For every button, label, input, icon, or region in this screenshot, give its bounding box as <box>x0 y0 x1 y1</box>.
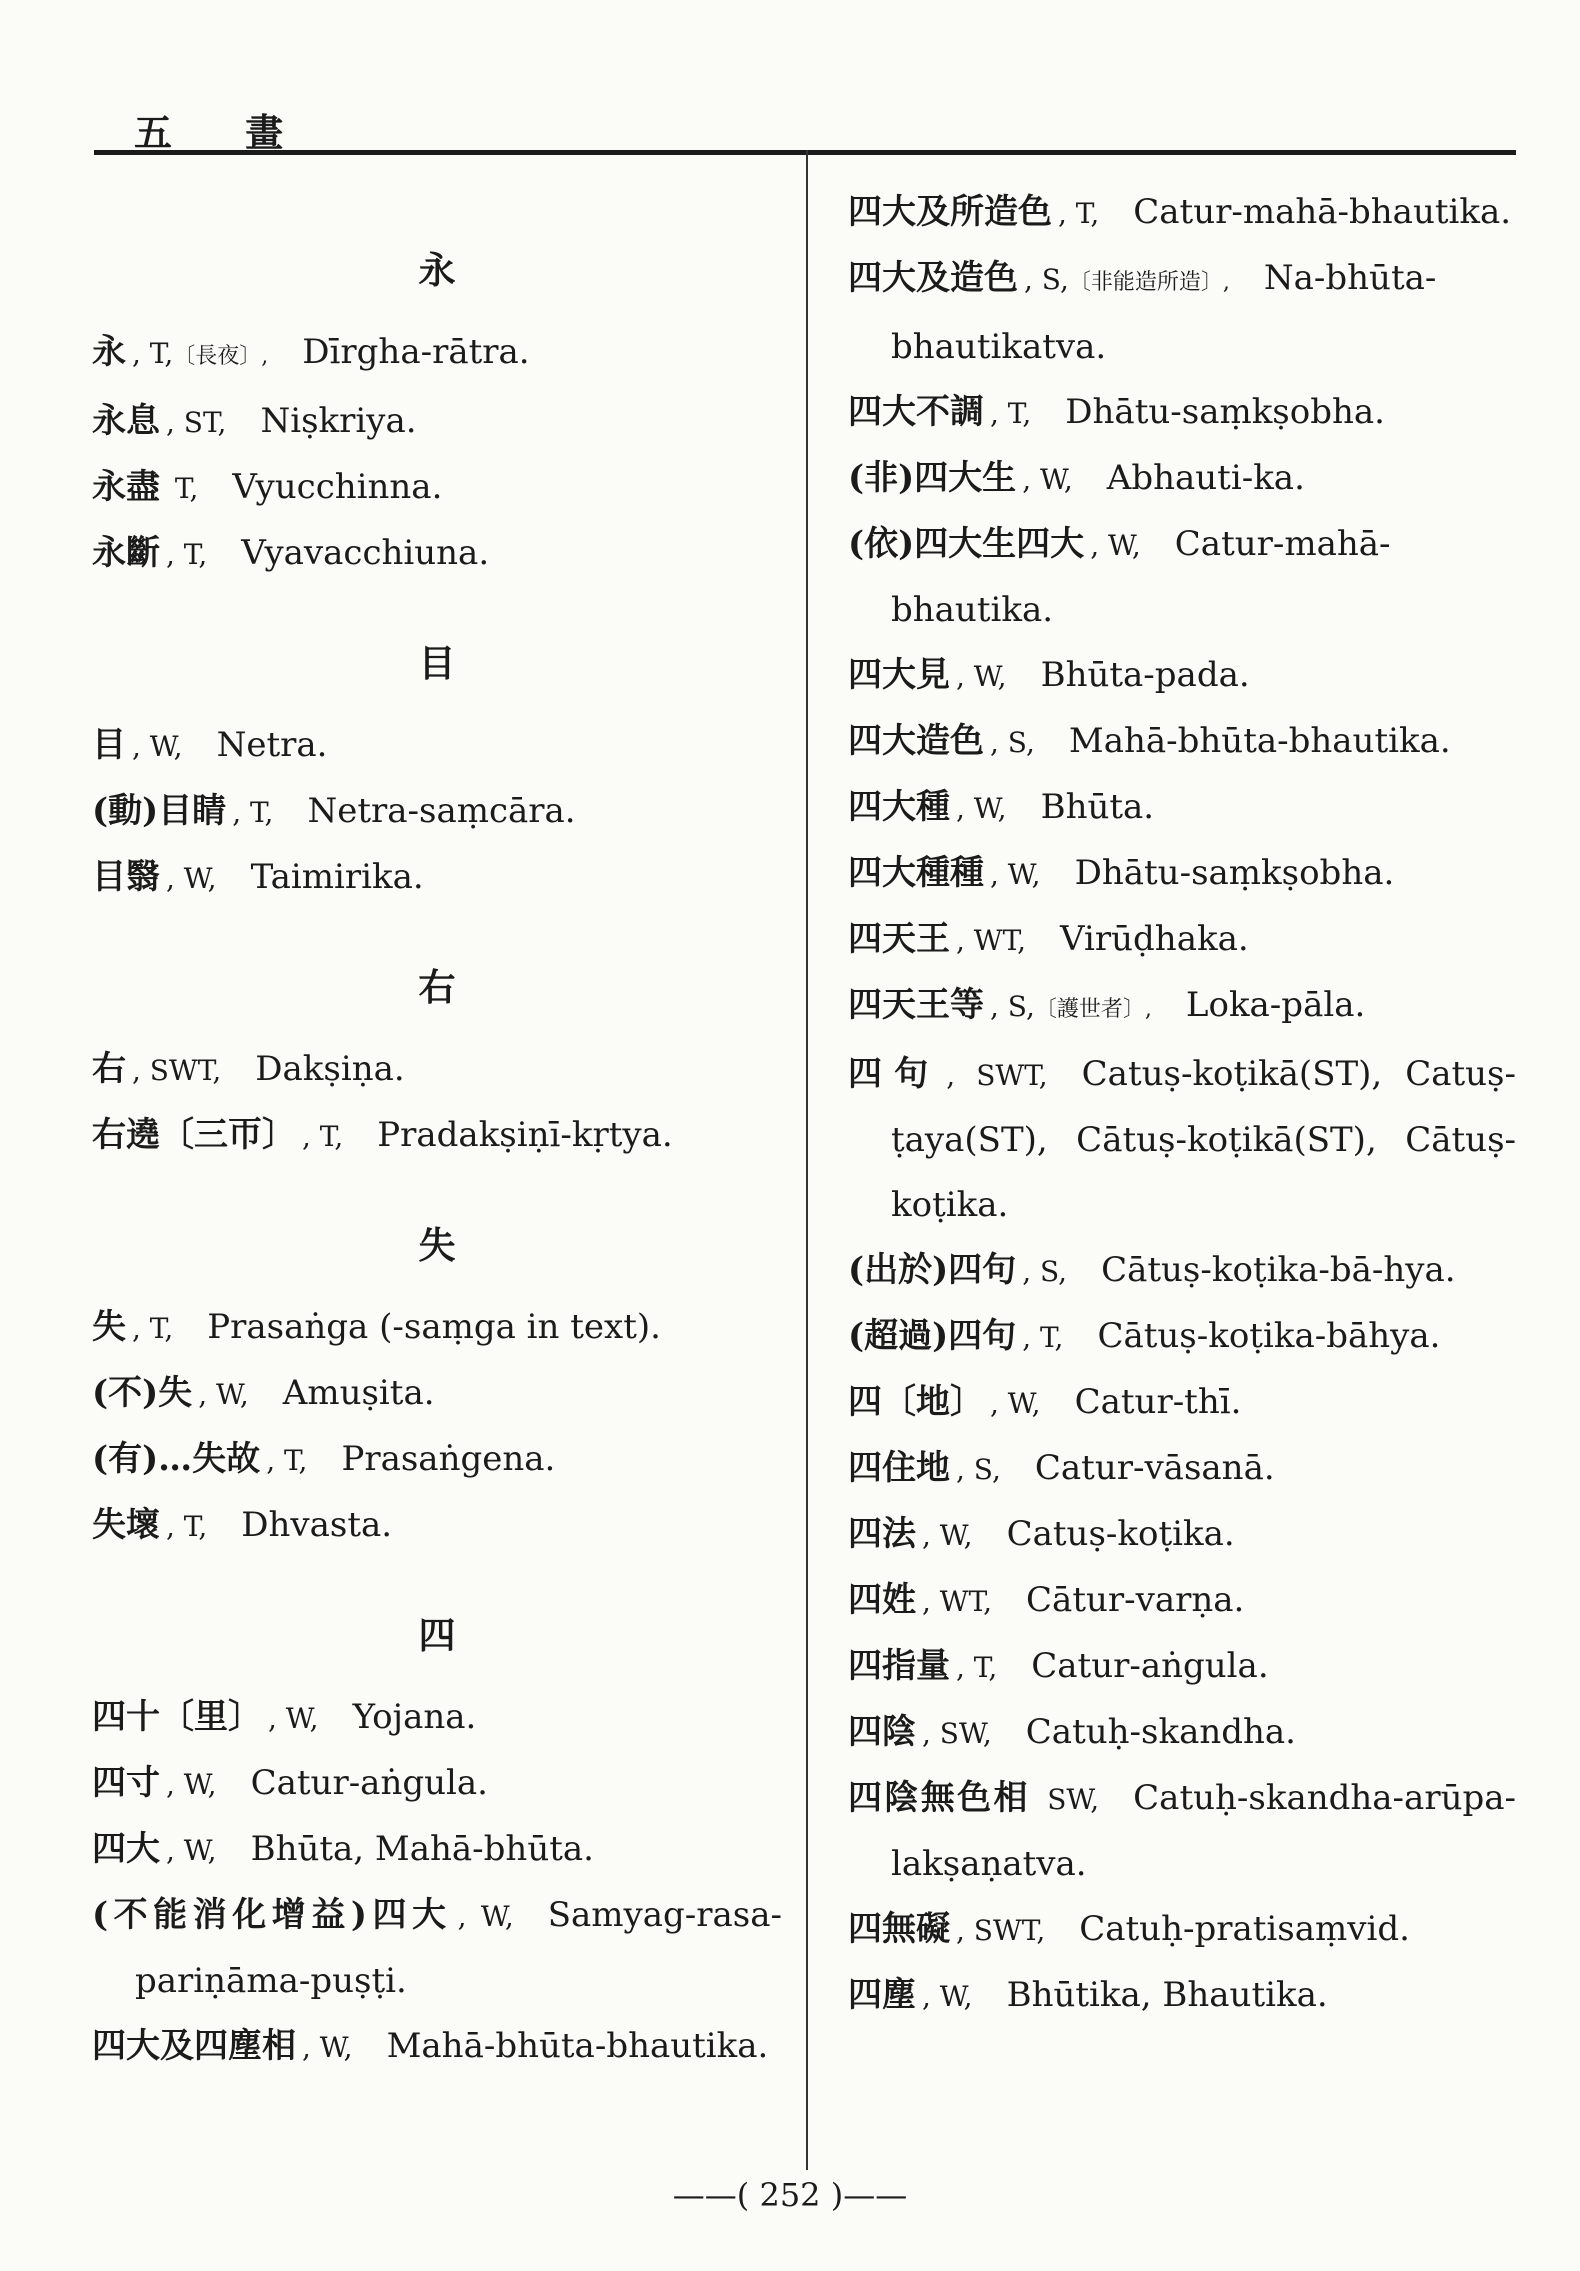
dictionary-entry <box>848 643 1516 709</box>
entry-source: , T, <box>956 1651 998 1684</box>
entry-sanskrit: Vyavacchiuna. <box>241 533 490 573</box>
entry-sanskrit: Catuḥ-skandha. <box>1025 1712 1296 1752</box>
entry-headword: 永斷 <box>92 533 160 573</box>
entry-sanskrit: Abhauti-ka. <box>1106 458 1305 498</box>
left-column <box>92 180 782 2080</box>
entry-note: 〔非能造所造〕, <box>1068 270 1230 295</box>
dictionary-entry <box>92 713 782 779</box>
entry-headword: 四大種種 <box>848 853 984 893</box>
entry-sanskrit: Bhūta-pada. <box>1040 655 1250 695</box>
entry-sanskrit: Bhūtika, Bhautika. <box>1006 1975 1328 2015</box>
entry-source: , T, <box>990 397 1032 430</box>
entry-sanskrit: Dhātu-saṃkṣobha. <box>1065 392 1385 432</box>
entry-headword: (非)四大生 <box>848 458 1017 498</box>
dictionary-entry <box>848 1502 1516 1568</box>
dictionary-entry <box>92 779 782 845</box>
entry-headword: (超過)四句 <box>848 1316 1017 1356</box>
entry-headword: 四姓 <box>848 1580 916 1620</box>
entry-sanskrit: Loka-pāla. <box>1185 985 1366 1025</box>
entry-sanskrit: Virūḍhaka. <box>1060 919 1249 959</box>
entry-source: , W, <box>956 660 1007 693</box>
entry-source: , SWT, <box>956 1914 1046 1947</box>
entry-headword: 四大及造色 <box>848 258 1018 298</box>
entry-source: , WT, <box>922 1585 993 1618</box>
dictionary-entry <box>92 521 782 587</box>
dictionary-entry <box>92 1037 782 1103</box>
page-number: ——( 252 )—— <box>672 2176 908 2214</box>
dictionary-entry <box>92 1685 782 1751</box>
entry-headword: 四十〔里〕 <box>92 1697 262 1737</box>
entry-headword: 四大及四塵相 <box>92 2026 296 2066</box>
entry-sanskrit: Catuḥ-pratisaṃvid. <box>1079 1909 1410 1949</box>
entry-sanskrit: Catur-mahā-bhautika. <box>1133 192 1512 232</box>
entry-sanskrit: Netra. <box>216 725 328 765</box>
dictionary-entry <box>92 2014 782 2080</box>
entry-headword: (動)目睛 <box>92 791 227 831</box>
entry-sanskrit: Na-bhūta-bhautikatva. <box>891 258 1437 367</box>
dictionary-entry <box>848 1436 1516 1502</box>
entry-sanskrit: Amuṣita. <box>282 1373 435 1413</box>
entry-source: , T, <box>166 1510 208 1543</box>
dictionary-entry <box>92 1817 782 1883</box>
entry-sanskrit: Bhūta, Mahā-bhūta. <box>250 1829 594 1869</box>
entry-source: , T, <box>1022 1321 1064 1354</box>
entry-headword: (有)…失故 <box>92 1439 261 1479</box>
dictionary-entry <box>92 1883 782 2014</box>
entry-source: , W, <box>990 1387 1041 1420</box>
entry-sanskrit: Netra-saṃcāra. <box>307 791 576 831</box>
entry-headword: 失壞 <box>92 1505 160 1545</box>
section-heading: 右 <box>418 965 456 1009</box>
entry-source: , S, <box>956 1453 1001 1486</box>
dictionary-entry <box>92 1493 782 1559</box>
entry-source: , W, <box>990 858 1041 891</box>
entry-sanskrit: Catur-thī. <box>1074 1382 1242 1422</box>
entry-headword: 永 <box>92 332 126 372</box>
entry-sanskrit: Vyucchinna. <box>232 467 443 507</box>
entry-sanskrit: Dakṣiṇa. <box>255 1049 405 1089</box>
entry-note: 〔護世者〕, <box>1034 997 1152 1022</box>
dictionary-entry <box>848 1634 1516 1700</box>
entry-sanskrit: Yojana. <box>352 1697 477 1737</box>
entry-sanskrit: Niṣkriya. <box>260 401 417 441</box>
dictionary-entry <box>848 246 1516 380</box>
entry-sanskrit: Catuṣ-koṭika. <box>1006 1514 1235 1554</box>
dictionary-entry <box>848 380 1516 446</box>
entry-headword: (出於)四句 <box>848 1250 1017 1290</box>
section-heading: 目 <box>418 641 456 685</box>
entry-headword: 四大不調 <box>848 392 984 432</box>
entry-note: 〔長夜〕, <box>173 344 269 369</box>
entry-source: , W, <box>956 792 1007 825</box>
dictionary-entry <box>848 1766 1516 1897</box>
entry-headword: (依)四大生四大 <box>848 524 1085 564</box>
entry-headword: 四指量 <box>848 1646 950 1686</box>
entry-source: , W, <box>268 1702 319 1735</box>
entry-source: , W, <box>922 1519 973 1552</box>
dictionary-entry <box>92 1361 782 1427</box>
entry-source: , ST, <box>166 406 227 439</box>
entry-source: T, <box>166 472 199 505</box>
entry-source: , S, <box>990 726 1035 759</box>
entry-source: , T, <box>1058 197 1100 230</box>
entry-headword: 四住地 <box>848 1448 950 1488</box>
entry-sanskrit: Samyag-rasa-pariṇāma-puṣṭi. <box>135 1895 782 2001</box>
entry-sanskrit: Catur-mahā-bhautika. <box>891 524 1391 630</box>
entry-headword: 右 <box>92 1049 126 1089</box>
entry-headword: 四天王 <box>848 919 950 959</box>
entry-source: , WT, <box>956 924 1027 957</box>
entry-source: , W, <box>1022 463 1073 496</box>
entry-headword: 目翳 <box>92 857 160 897</box>
entry-headword: 失 <box>92 1307 126 1347</box>
section-heading: 永 <box>418 248 456 292</box>
entry-headword: 四塵 <box>848 1975 916 2015</box>
entry-source: , W, <box>457 1900 514 1933</box>
entry-source: , SWT, <box>132 1054 222 1087</box>
entry-sanskrit: Prasaṅga (-saṃga in text). <box>207 1307 661 1347</box>
entry-headword: 四陰無色相 <box>848 1778 1030 1818</box>
entry-headword: 四〔地〕 <box>848 1382 984 1422</box>
section-heading: 失 <box>418 1223 456 1267</box>
entry-source: , S, <box>1022 1255 1068 1288</box>
entry-sanskrit: Catuḥ-skandha-arūpa-lakṣaṇatva. <box>891 1778 1516 1884</box>
dictionary-entry <box>848 446 1516 512</box>
entry-sanskrit: Bhūta. <box>1040 787 1155 827</box>
dictionary-entry <box>92 1427 782 1493</box>
entry-sanskrit: Mahā-bhūta-bhautika. <box>386 2026 769 2066</box>
dictionary-entry <box>848 709 1516 775</box>
entry-source: , S, <box>1024 263 1069 296</box>
entry-headword: 四句 <box>848 1054 941 1094</box>
dictionary-entry <box>848 1897 1516 1963</box>
dictionary-entry <box>848 512 1516 643</box>
entry-source: , W, <box>132 730 183 763</box>
entry-source: , T, <box>266 1444 308 1477</box>
dictionary-entry <box>848 775 1516 841</box>
entry-sanskrit: Mahā-bhūta-bhautika. <box>1068 721 1451 761</box>
dictionary-entry <box>848 1370 1516 1436</box>
entry-source: , T, <box>166 538 208 571</box>
entry-headword: 永息 <box>92 401 160 441</box>
entry-headword: 永盡 <box>92 467 160 507</box>
entry-sanskrit: Catur-aṅgula. <box>1031 1646 1269 1686</box>
entry-source: , SWT, <box>946 1059 1048 1092</box>
entry-source: , W, <box>302 2031 353 2064</box>
entry-source: SW, <box>1035 1783 1100 1816</box>
entry-source: , W, <box>198 1378 249 1411</box>
dictionary-entry <box>92 1751 782 1817</box>
dictionary-entry <box>848 180 1516 246</box>
entry-source: , W, <box>922 1980 973 2013</box>
entry-headword: 四大及所造色 <box>848 192 1052 232</box>
entry-headword: 目 <box>92 725 126 765</box>
dictionary-entry <box>848 841 1516 907</box>
dictionary-entry <box>848 1304 1516 1370</box>
dictionary-entry <box>92 389 782 455</box>
entry-headword: (不能消化增益)四大 <box>92 1895 452 1935</box>
dictionary-entry <box>92 1103 782 1169</box>
entry-sanskrit: Pradakṣiṇī-kṛtya. <box>377 1115 673 1155</box>
entry-source: , W, <box>166 862 217 895</box>
entry-sanskrit: Dīrgha-rātra. <box>302 332 530 372</box>
dictionary-entry <box>848 1042 1516 1238</box>
dictionary-entry <box>848 1568 1516 1634</box>
entry-sanskrit: Taimirika. <box>250 857 424 897</box>
column-divider <box>806 150 808 2170</box>
entry-source: , W, <box>1090 529 1141 562</box>
entry-sanskrit: Catuṣ-koṭikā(ST), Catuṣ-ṭaya(ST), Cātuṣ-koṭikā(ST), Cātuṣ-koṭika. <box>891 1054 1516 1225</box>
entry-sanskrit: Dhvasta. <box>241 1505 393 1545</box>
entry-source: , T, <box>232 796 274 829</box>
dictionary-entry <box>92 320 782 389</box>
section-heading: 四 <box>418 1613 456 1657</box>
entry-sanskrit: Cātur-varṇa. <box>1026 1580 1245 1620</box>
entry-sanskrit: Prasaṅgena. <box>341 1439 556 1479</box>
entry-headword: 四寸 <box>92 1763 160 1803</box>
right-column <box>848 180 1516 2029</box>
entry-headword: 四天王等 <box>848 985 984 1025</box>
dictionary-entry <box>92 455 782 521</box>
entry-sanskrit: Catur-aṅgula. <box>250 1763 488 1803</box>
entry-sanskrit: Cātuṣ-koṭika-bāhya. <box>1097 1316 1441 1356</box>
page-header <box>94 100 1516 155</box>
entry-source: , T, <box>302 1120 344 1153</box>
entry-headword: 四大造色 <box>848 721 984 761</box>
entry-headword: 四無礙 <box>848 1909 950 1949</box>
entry-headword: 四大 <box>92 1829 160 1869</box>
entry-headword: 四大見 <box>848 655 950 695</box>
entry-source: , SW, <box>922 1717 992 1750</box>
entry-source: , S, <box>990 990 1035 1023</box>
entry-source: , W, <box>166 1768 217 1801</box>
entry-source: , T, <box>132 337 174 370</box>
entry-headword: 四大種 <box>848 787 950 827</box>
stroke-count-title: 五 畫 <box>134 110 314 155</box>
entry-headword: 四法 <box>848 1514 916 1554</box>
entry-sanskrit: Catur-vāsanā. <box>1034 1448 1275 1488</box>
dictionary-entry <box>848 1238 1516 1304</box>
dictionary-entry <box>848 1963 1516 2029</box>
entry-source: , T, <box>132 1312 174 1345</box>
entry-sanskrit: Cātuṣ-koṭika-bā-hya. <box>1101 1250 1456 1290</box>
entry-headword: 右遶〔三帀〕 <box>92 1115 296 1155</box>
entry-sanskrit: Dhātu-saṃkṣobha. <box>1074 853 1395 893</box>
dictionary-entry <box>848 1700 1516 1766</box>
dictionary-entry <box>848 907 1516 973</box>
entry-headword: 四陰 <box>848 1712 916 1752</box>
dictionary-entry <box>92 1295 782 1361</box>
entry-headword: (不)失 <box>92 1373 193 1413</box>
dictionary-entry <box>92 845 782 911</box>
entry-source: , W, <box>166 1834 217 1867</box>
dictionary-entry <box>848 973 1516 1042</box>
